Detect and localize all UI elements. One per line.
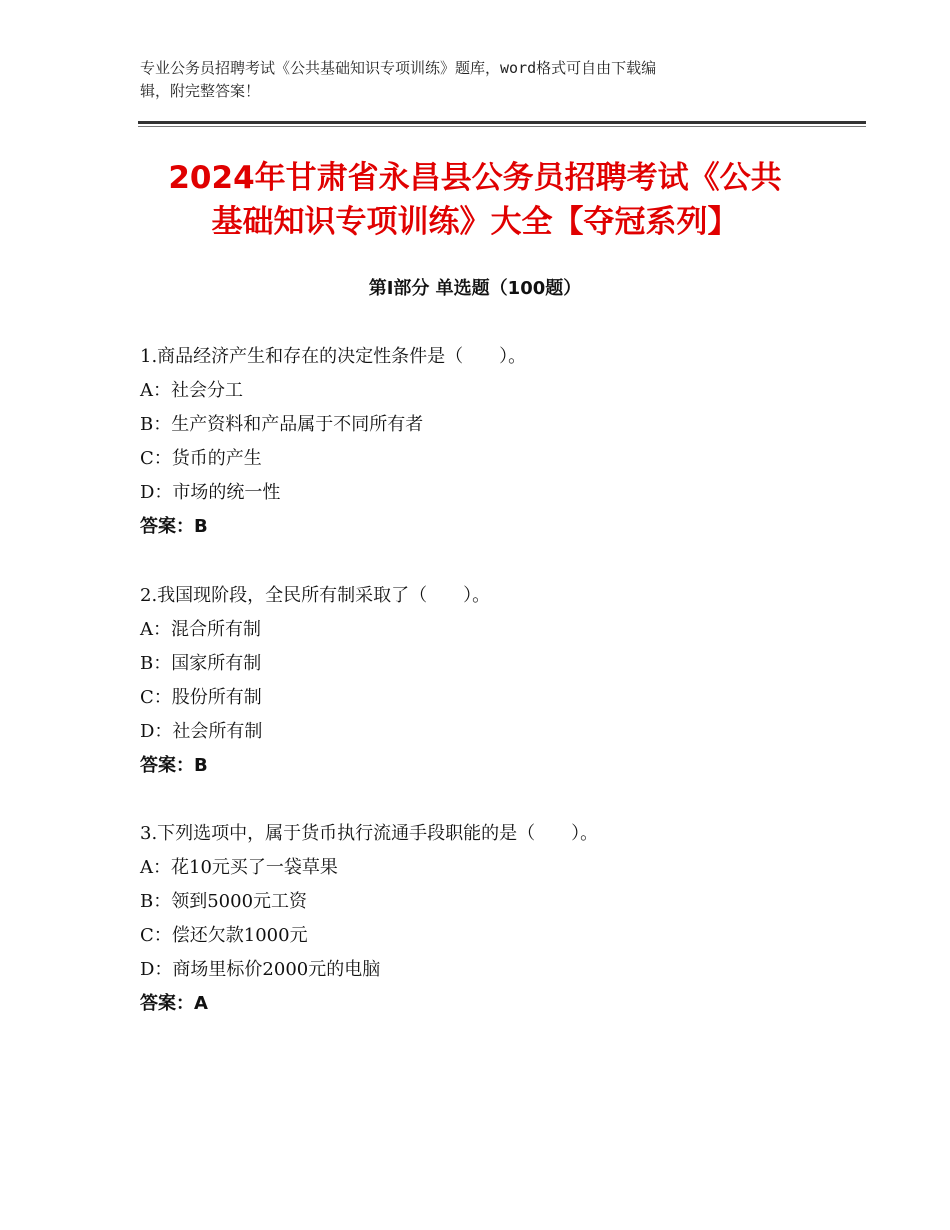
section-heading: 第Ⅰ部分 单选题（100题） xyxy=(368,278,582,299)
option-b: B：国家所有制 xyxy=(140,653,262,674)
header-divider-thin xyxy=(138,126,866,127)
option-b: B：生产资料和产品属于不同所有者 xyxy=(140,414,424,435)
question-stem: 3.下列选项中，属于货币执行流通手段职能的是（ ）。 xyxy=(140,823,599,844)
option-d: D：市场的统一性 xyxy=(140,482,281,503)
option-a: A：混合所有制 xyxy=(140,619,261,640)
option-c: C：偿还欠款1000元 xyxy=(140,925,308,946)
option-a: A：花10元买了一袋草果 xyxy=(140,857,338,878)
option-b: B：领到5000元工资 xyxy=(140,891,308,912)
header-note-line: 辑，附完整答案！ xyxy=(140,82,261,100)
option-d: D：商场里标价2000元的电脑 xyxy=(140,959,381,980)
title-line: 基础知识专项训练》大全【夺冠系列】 xyxy=(211,204,739,240)
option-c: C：股份所有制 xyxy=(140,687,262,708)
title-line: 2024年甘肃省永昌县公务员招聘考试《公共 xyxy=(168,160,782,196)
question-stem: 1.商品经济产生和存在的决定性条件是（ ）。 xyxy=(140,346,527,367)
answer-label: 答案：A xyxy=(140,993,208,1014)
question-block xyxy=(140,579,860,783)
question-stem: 2.我国现阶段，全民所有制采取了（ ）。 xyxy=(140,585,491,606)
header-divider xyxy=(138,121,866,124)
answer-label: 答案：B xyxy=(140,755,208,776)
header-note xyxy=(140,57,790,103)
option-c: C：货币的产生 xyxy=(140,448,262,469)
header-note-line: 专业公务员招聘考试《公共基础知识专项训练》题库，word格式可自由下载编 xyxy=(140,59,657,77)
question-block xyxy=(140,817,860,1021)
option-d: D：社会所有制 xyxy=(140,721,263,742)
answer-label: 答案：B xyxy=(140,516,208,537)
option-a: A：社会分工 xyxy=(140,380,243,401)
question-block xyxy=(140,340,860,544)
document-title xyxy=(100,156,850,244)
